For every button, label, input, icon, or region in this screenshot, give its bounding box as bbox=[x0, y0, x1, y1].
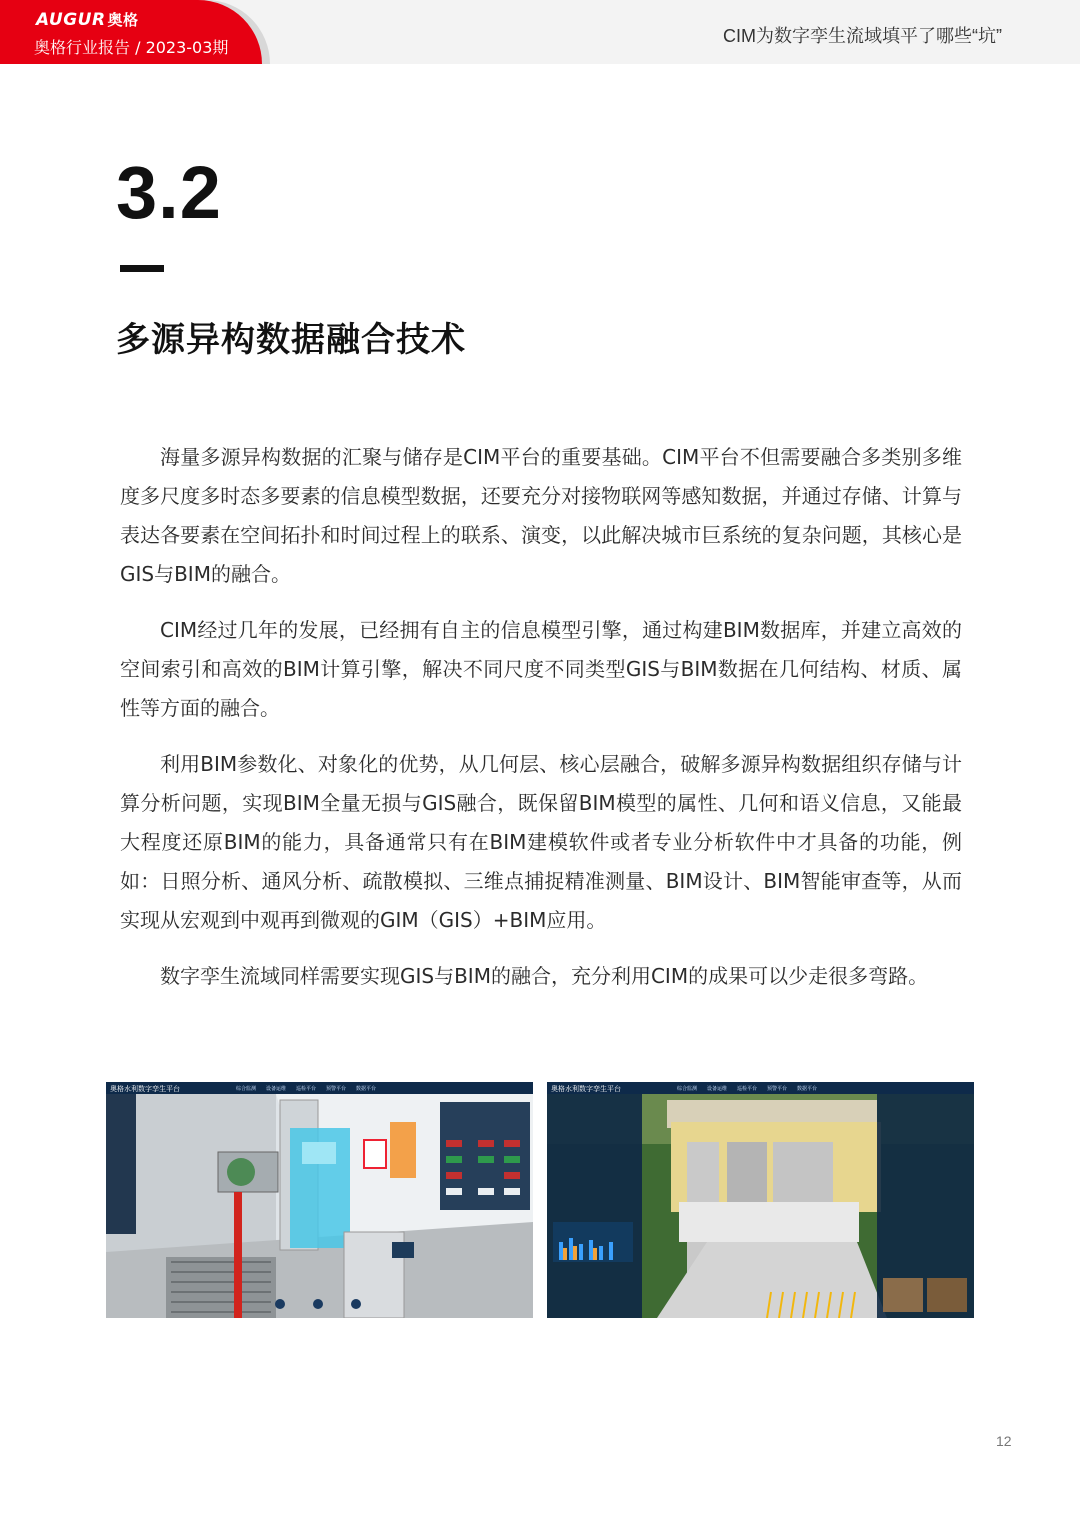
page-number: 12 bbox=[996, 1433, 1012, 1449]
paragraph: CIM经过几年的发展，已经拥有自主的信息模型引擎，通过构建BIM数据库，并建立高效的空间索引和高效的BIM计算引擎，解决不同尺度不同类型GIS与BIM数据在几何结构、材质、属性等方面的融合。 bbox=[120, 618, 962, 720]
section-title: 多源异构数据融合技术 bbox=[116, 320, 466, 360]
tab-label: 设备运维 bbox=[707, 1086, 728, 1092]
tab-label: 设备运维 bbox=[266, 1086, 287, 1092]
screenshot-sluice-dashboard bbox=[547, 1082, 974, 1318]
page-header bbox=[0, 0, 1080, 64]
brand-logo-cn: 奥格 bbox=[107, 11, 139, 29]
brand-logo-text: AUGUR bbox=[36, 10, 106, 30]
section-number: 3.2 bbox=[116, 151, 222, 234]
brand-block bbox=[0, 0, 262, 64]
report-title: CIM为数字孪生流域填平了哪些“坑” bbox=[723, 26, 1002, 46]
tab-label: 预警平台 bbox=[326, 1086, 347, 1092]
brand-subtitle: 奥格行业报告 / 2023-03期 bbox=[34, 38, 229, 57]
paragraph: 海量多源异构数据的汇聚与储存是CIM平台的重要基础。CIM平台不但需要融合多类别多维度多尺度多时态多要素的信息模型数据，还要充分对接物联网等感知数据，并通过存储、计算与表达各要素在空间拓扑和时间过程上的联系、演变，以此解决城市巨系统的复杂问题，其核心是GIS与BIM的融合。 bbox=[120, 445, 962, 586]
tab-label: 巡检平台 bbox=[737, 1086, 758, 1092]
tab-label: 巡检平台 bbox=[296, 1086, 317, 1092]
tab-label: 综合监测 bbox=[236, 1086, 257, 1092]
paragraph: 数字孪生流域同样需要实现GIS与BIM的融合，充分利用CIM的成果可以少走很多弯路。 bbox=[160, 964, 929, 988]
platform-title: 奥格水利数字孪生平台 bbox=[110, 1086, 180, 1093]
platform-title: 奥格水利数字孪生平台 bbox=[551, 1086, 621, 1093]
paragraph: 利用BIM参数化、对象化的优势，从几何层、核心层融合，破解多源异构数据组织存储与计算分析问题，实现BIM全量无损与GIS融合，既保留BIM模型的属性、几何和语义信息，又能最大程度还原BIM的能力，具备通常只有在BIM建模软件或者专业分析软件中才具备的功能，例如：日照分析、通风分析、疏散模拟、三维点捕捉精准测量、BIM设计、BIM智能审查等，从而实现从宏观到中观再到微观的GIM（GIS）+BIM应用。 bbox=[120, 752, 962, 932]
tab-label: 综合监测 bbox=[677, 1086, 698, 1092]
tab-label: 预警平台 bbox=[767, 1086, 788, 1092]
tab-label: 数据平台 bbox=[797, 1086, 818, 1092]
screenshot-equipment-room bbox=[106, 1082, 533, 1318]
section-divider bbox=[120, 265, 164, 272]
tab-label: 数据平台 bbox=[356, 1086, 377, 1092]
body-text bbox=[120, 438, 962, 1013]
brand-logo bbox=[36, 9, 139, 30]
